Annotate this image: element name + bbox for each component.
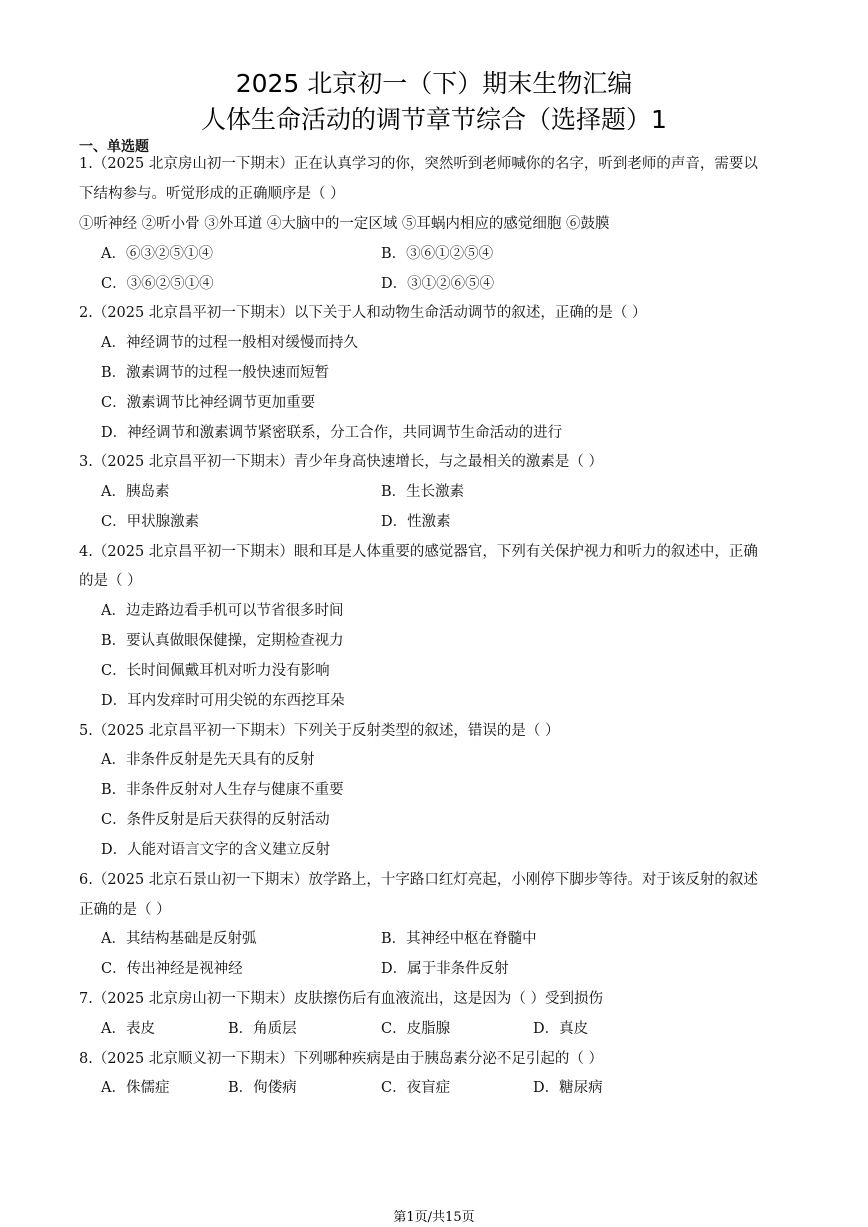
question-7-option-a: A．表皮 xyxy=(101,1021,155,1037)
question-1-option-b: B．③⑥①②⑤④ xyxy=(381,246,494,262)
document-title: 2025 北京初一（下）期末生物汇编 xyxy=(235,69,633,98)
question-8-stem-line-1: 8.（2025 北京顺义初一下期末）下列哪种疾病是由于胰岛素分泌不足引起的（ ） xyxy=(79,1051,603,1067)
question-5-option-d: D．人能对语言文字的含义建立反射 xyxy=(101,842,331,858)
question-7-option-b: B．角质层 xyxy=(228,1021,297,1037)
question-8-option-a: A．侏儒症 xyxy=(101,1080,170,1096)
question-7-option-d: D．真皮 xyxy=(533,1021,589,1037)
question-3-option-a: A．胰岛素 xyxy=(101,484,170,500)
page-number: 第1页/共15页 xyxy=(393,1210,475,1225)
question-6-option-b: B．其神经中枢在脊髓中 xyxy=(381,931,537,947)
question-6-stem-line-2: 正确的是（ ） xyxy=(79,902,171,918)
question-7-option-c: C．皮脂腺 xyxy=(381,1021,451,1037)
question-6-option-a: A．其结构基础是反射弧 xyxy=(101,931,257,947)
question-2-stem-line-1: 2.（2025 北京昌平初一下期末）以下关于人和动物生命活动调节的叙述，正确的是（ ） xyxy=(79,305,647,321)
question-8-option-c: C．夜盲症 xyxy=(381,1080,451,1096)
question-3-option-d: D．性激素 xyxy=(381,514,451,530)
question-8-option-d: D．糖尿病 xyxy=(533,1080,603,1096)
question-4-option-d: D．耳内发痒时可用尖锐的东西挖耳朵 xyxy=(101,693,345,709)
document-subtitle: 人体生命活动的调节章节综合（选择题）1 xyxy=(201,105,667,134)
question-1-stem-line-1: 1.（2025 北京房山初一下期末）正在认真学习的你，突然听到老师喊你的名字，听到老师的声音，需要以 xyxy=(79,156,758,172)
question-2-option-c: C．激素调节比神经调节更加重要 xyxy=(101,395,316,411)
question-4-option-b: B．要认真做眼保健操，定期检查视力 xyxy=(101,633,344,649)
question-4-stem-line-2: 的是（ ） xyxy=(79,573,142,589)
question-3-option-c: C．甲状腺激素 xyxy=(101,514,200,530)
question-6-stem-line-1: 6.（2025 北京石景山初一下期末）放学路上，十字路口红灯亮起，小刚停下脚步等待。对于该反射的叙述 xyxy=(79,872,758,888)
question-3-stem-line-1: 3.（2025 北京昌平初一下期末）青少年身高快速增长，与之最相关的激素是（ ） xyxy=(79,454,603,470)
question-1-option-c: C．③⑥②⑤①④ xyxy=(101,276,214,292)
question-8-option-b: B．佝偻病 xyxy=(228,1080,297,1096)
question-1-option-d: D．③①②⑥⑤④ xyxy=(381,276,495,292)
question-4-option-c: C．长时间佩戴耳机对听力没有影响 xyxy=(101,663,330,679)
section-label: 一、单选题 xyxy=(79,139,149,155)
question-5-option-b: B．非条件反射对人生存与健康不重要 xyxy=(101,782,344,798)
question-5-option-a: A．非条件反射是先天具有的反射 xyxy=(101,752,315,768)
question-7-stem-line-1: 7.（2025 北京房山初一下期末）皮肤擦伤后有血液流出，这是因为（ ）受到损伤 xyxy=(79,991,603,1007)
question-1-stem-line-3: ①听神经 ②听小骨 ③外耳道 ④大脑中的一定区域 ⑤耳蜗内相应的感觉细胞 ⑥鼓膜 xyxy=(79,216,610,232)
question-6-option-d: D．属于非条件反射 xyxy=(381,961,509,977)
question-3-option-b: B．生长激素 xyxy=(381,484,465,500)
question-1-option-a: A．⑥③②⑤①④ xyxy=(101,246,213,262)
question-2-option-d: D．神经调节和激素调节紧密联系，分工合作，共同调节生命活动的进行 xyxy=(101,425,563,441)
question-2-option-b: B．激素调节的过程一般快速而短暂 xyxy=(101,365,330,381)
question-4-option-a: A．边走路边看手机可以节省很多时间 xyxy=(101,603,344,619)
question-6-option-c: C．传出神经是视神经 xyxy=(101,961,243,977)
question-5-option-c: C．条件反射是后天获得的反射活动 xyxy=(101,812,330,828)
question-5-stem-line-1: 5.（2025 北京昌平初一下期末）下列关于反射类型的叙述，错误的是（ ） xyxy=(79,723,560,739)
question-4-stem-line-1: 4.（2025 北京昌平初一下期末）眼和耳是人体重要的感觉器官，下列有关保护视力和听力的叙述中，正确 xyxy=(79,544,758,560)
question-2-option-a: A．神经调节的过程一般相对缓慢而持久 xyxy=(101,335,358,351)
question-1-stem-line-2: 下结构参与。听觉形成的正确顺序是（ ） xyxy=(79,186,345,202)
